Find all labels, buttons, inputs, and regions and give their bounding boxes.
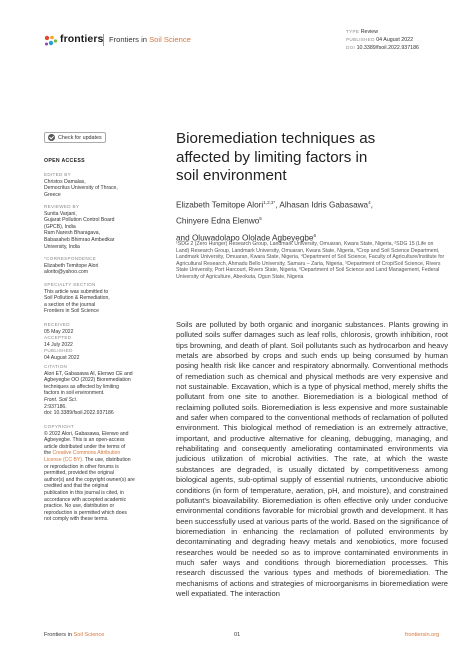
page-number: 01	[234, 632, 241, 638]
footer-journal	[44, 632, 104, 638]
edited-by-label: EDITED BY	[44, 172, 71, 177]
copyright-line: accordance with accepted academic	[44, 496, 127, 503]
author-name[interactable]: Alhasan Idris Gabasawa	[279, 200, 369, 210]
copyright-line: permitted, provided the original	[44, 470, 114, 477]
copyright-line: author(s) and the copyright owner(s) are	[44, 476, 135, 483]
copyright-line: credited and that the original	[44, 483, 109, 490]
author-list	[176, 196, 446, 245]
footer-journal-accent: Soil Science	[73, 632, 105, 638]
correspondence-email[interactable]: alorito@yahoo.com	[44, 269, 88, 276]
reviewer-line: Gujarat Pollution Control Board	[44, 217, 115, 224]
journal-name	[109, 35, 191, 44]
author-line: Elizabeth Temitope Alori$^{1,2,3*}$, Alhasan Idris Gabasawa$^4$,	[176, 200, 373, 210]
check-updates-button[interactable]	[44, 132, 106, 143]
accepted-date: 14 July 2022	[44, 341, 73, 348]
copyright-the: the	[44, 450, 52, 457]
reviewer-line: (GPCB), India	[44, 223, 76, 230]
license-link[interactable]: Creative Commons Attribution	[52, 450, 121, 457]
edited-by-line: Democritus University of Thrace,	[44, 185, 118, 192]
specialty-label: SPECIALTY SECTION	[44, 282, 96, 287]
copyright-line: © 2022 Alori, Gabasawa, Elenwo and	[44, 430, 129, 437]
copyright-line	[44, 450, 144, 457]
header-divider	[103, 34, 104, 46]
citation-label: CITATION	[44, 364, 68, 369]
journal-accent: Soil Science	[149, 35, 191, 44]
edited-by-line: Greece	[44, 191, 61, 198]
reviewer-line: Babasaheb Bhimrao Ambedkar	[44, 236, 115, 243]
citation-doi[interactable]: doi: 10.3389/fsoil.2022.937186	[44, 410, 114, 417]
author-sup: 4	[368, 200, 371, 205]
check-updates-label: Check for updates	[58, 134, 102, 141]
copyright-line: not comply with these terms.	[44, 516, 109, 523]
specialty-line: Frontiers in Soil Science	[44, 308, 99, 315]
dates-block	[44, 322, 144, 362]
open-access: OPEN ACCESS	[44, 158, 85, 164]
meta-published	[346, 36, 413, 44]
meta-key: TYPE	[346, 29, 360, 34]
reviewed-by-label: REVIEWED BY	[44, 204, 80, 209]
copyright-line: or reproduction in other forums is	[44, 463, 119, 470]
copyright-block	[44, 424, 144, 523]
copyright-line: article distributed under the terms of	[44, 443, 126, 450]
citation-line: Agbeyegbe OO (2022) Bioremediation	[44, 377, 131, 384]
journal-prefix: Frontiers in	[109, 35, 147, 44]
edited-by-block	[44, 172, 144, 198]
citation-line: factors in soil environment.	[44, 390, 105, 397]
author-line	[176, 212, 446, 228]
title-line: affected by limiting factors in	[176, 148, 368, 166]
frontiers-logo-icon	[44, 35, 58, 47]
footer-journal-prefix: Frontiers in	[44, 632, 72, 638]
article-title	[176, 130, 446, 186]
accepted-label: ACCEPTED	[44, 335, 72, 341]
author-name[interactable]: Oluwadolapo Ololade Agbeyegbe	[191, 233, 314, 243]
reviewer-line: Ram Naresh Bharagava,	[44, 230, 101, 237]
citation-line: 2:937186.	[44, 403, 67, 410]
reviewer-line: University, India	[44, 243, 80, 250]
citation-block	[44, 364, 144, 417]
specialty-line: This article was submitted to	[44, 288, 109, 295]
specialty-block	[44, 282, 144, 315]
reviewer-line: Sunita Varjani,	[44, 210, 77, 217]
title-line: soil environment	[176, 167, 287, 185]
correspondence-label: *CORRESPONDENCE	[44, 256, 96, 261]
brand-name: frontiers	[60, 33, 104, 45]
citation-line: techniques as affected by limiting	[44, 383, 119, 390]
author-sup: 5	[259, 216, 262, 222]
footer-site-link[interactable]: frontiersin.org	[405, 632, 440, 638]
abstract-text: Soils are polluted by both organic and inorganic substances. Plants growing in polluted soils suffer damages such as leaf rolls, chlorosis, growth inhibition, root tips browning, and death of plant. Soil pollutants such as hydrocarbon and heavy metals are absorbed by crops and such ends up being consumed by human posing health risk like cancer and respiratory abnormally. Conventional methods of remediation such as chemical and physical methods are very expensive and not sustainable. Excavation, which is a type of physical method, merely shifts the pollutant from one site to another. Bioremediation is a biological method of reclaiming polluted soils. Bioremediation is less expensive and more sustainable and safer when compared to the conventional methods of reclamation of polluted environment. This biological method of remediation is an extremely attractive, important, and productive alternative for cleaning, debugging, managing, and rehabilitating and consequently ameliorating contaminated environments via judicious utilization of microbial activities. The rate, at which the waste substances are degraded, is usually dictated by competitiveness among biological agents, sub-optimal supply of essential nutrients, unconducive abiotic conditions (in form of temperature, aeration, pH, and moisture), and constrained pollutant's bioavailability. Bioremediation is often effective only under conducive environmental conditions favorable for microbial growth and development. It has been successfully used at various parts of the world. Based on the significance of bioremediation in enhancing the reclamation of polluted environments by decontaminating and degrading heavy metals and xenobiotics, more focused researches would be needed so as to improve contaminated environments in much safer ways and conditions through bioremediation processes. This research discussed the various types and methods of bioremediation. The mechanisms of actions and strategies of microorganisms in bioremediation were well expatiated. The interaction	[176, 320, 448, 598]
copyright-line: practice. No use, distribution or	[44, 503, 115, 510]
specialty-line: a section of the journal	[44, 301, 96, 308]
meta-value: Review	[360, 29, 379, 35]
license-link-cont[interactable]: License (CC BY).	[44, 456, 84, 463]
citation-journal: Front. Soil Sci.	[44, 396, 78, 403]
author-sup: 6	[313, 232, 317, 238]
title-line: Bioremediation techniques as	[176, 130, 376, 147]
reviewed-by-block	[44, 204, 144, 250]
meta-value: 04 August 2022	[376, 37, 414, 43]
author-name[interactable]: Elizabeth Temitope Alori	[176, 200, 264, 210]
copyright-label: COPYRIGHT	[44, 424, 75, 429]
meta-key: PUBLISHED	[346, 37, 375, 42]
specialty-line: Soil Pollution & Remediation,	[44, 295, 110, 302]
edited-by-line: Christos Damalas,	[44, 178, 86, 185]
copyright-use: The use, distribution	[84, 456, 131, 463]
copyright-line: reproduction is permitted which does	[44, 509, 127, 516]
copyright-line	[44, 457, 144, 464]
copyright-line: publication in this journal is cited, in	[44, 489, 124, 496]
received-date: 05 May 2022	[44, 328, 74, 335]
received-label: RECEIVED	[44, 322, 70, 327]
published-label: PUBLISHED	[44, 348, 73, 354]
meta-type	[346, 28, 378, 36]
correspondence-name: Elizabeth Temitope Alori	[44, 262, 99, 269]
copyright-line: Agbeyegbe. This is an open-access	[44, 437, 125, 444]
correspondence-block	[44, 256, 144, 276]
published-date: 04 August 2022	[44, 354, 80, 361]
abstract	[176, 320, 448, 599]
open-access-label	[44, 158, 144, 165]
citation-line: Alori ET, Gabasawa AI, Elenwo CE and	[44, 370, 133, 377]
affiliations	[176, 241, 448, 281]
meta-value[interactable]: 10.3389/fsoil.2022.937186	[356, 45, 420, 51]
meta-doi	[346, 44, 419, 52]
author-name[interactable]: Chinyere Edna Elenwo	[176, 217, 260, 227]
meta-key: DOI	[346, 45, 356, 50]
affiliation-text: ¹SDG 2 (Zero Hunger) Research Group, Landmark University, Omuaran, Kwara State, Nigeria, ²SDG 15 (Life on Land) Research Group, Landmark University, Omuaran, Kwara State, Nigeria, ³Crop and Soil Science Department, Landmark University, Omuaran, Kwara State, Nigeria, ⁴Department of Soil Science, Faculty of Agriculture/Institute for Agricultural Research, Ahmadu Bello University, Samaru – Zaria, Nigeria, ⁵Department of Crop/Soil Science, Rivers State University, Port Harcourt, Rivers State, Nigeria, ⁶Department of Soil Science and Land Management, Federal University of Agriculture, Abeokuta, Ogun State, Nigeria	[176, 241, 445, 280]
author-sup: 1,2,3*	[263, 200, 276, 205]
check-updates-icon	[48, 134, 55, 141]
author-line: and Oluwadolapo Ololade Agbeyegbe$^6$	[176, 232, 317, 243]
